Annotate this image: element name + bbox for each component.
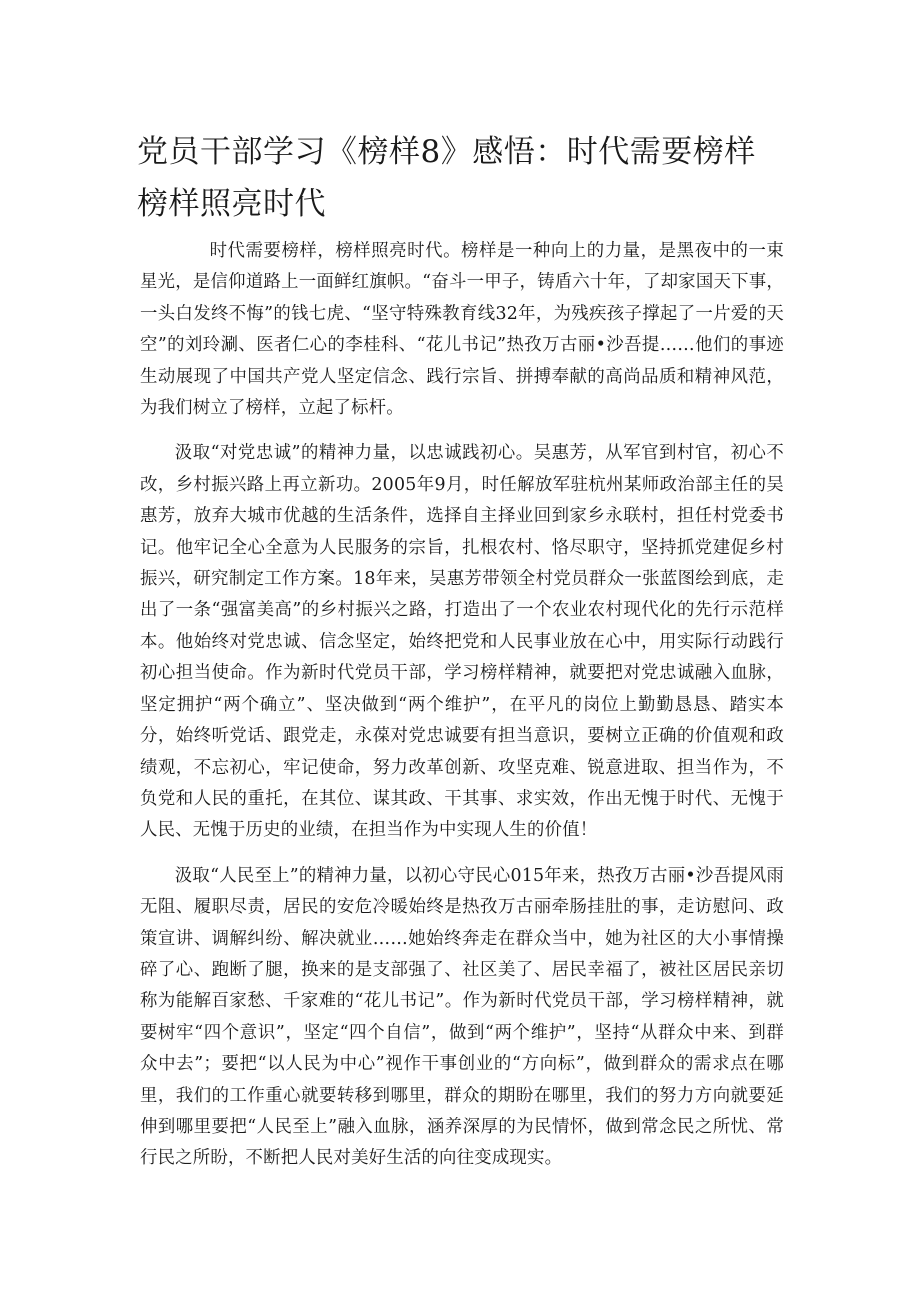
document-title: 党员干部学习《榜样8》感悟：时代需要榜样榜样照亮时代 (137, 134, 756, 222)
document-body (140, 236, 784, 1175)
paragraph-loyalty: 汲取“对党忠诚”的精神力量，以忠诚践初心。吴惠芳，从军官到村官，初心不改，乡村振兴路上再立新功。2005年9月，时任解放军驻杭州某师政治部主任的吴惠芳，放弃大城市优越的生活条件，选择自主择业回到家乡永联村，担任村党委书记。他牢记全心全意为人民服务的宗旨，扎根农村、恪尽职守，坚持抓党建促乡村振兴，研究制定工作方案。18年来，吴惠芳带领全村党员群众一张蓝图绘到底，走出了一条“强富美高”的乡村振兴之路，打造出了一个农业农村现代化的先行示范样本。他始终对党忠诚、信念坚定，始终把党和人民事业放在心中，用实际行动践行初心担当使命。作为新时代党员干部，学习榜样精神，就要把对党忠诚融入血脉，坚定拥护“两个确立”、坚决做到“两个维护”，在平凡的岗位上勤勤恳恳、踏实本分，始终听党话、跟党走，永葆对党忠诚要有担当意识，要树立正确的价值观和政绩观，不忘初心，牢记使命，努力改革创新、攻坚克难、锐意进取、担当作为，不负党和人民的重托，在其位、谋其政、干其事、求实效，作出无愧于时代、无愧于人民、无愧于历史的业绩，在担当作为中实现人生的价值！ (140, 443, 784, 841)
paragraph-people-first: 汲取“人民至上”的精神力量，以初心守民心015年来，热孜万古丽•沙吾提风雨无阻、履职尽责，居民的安危冷暖始终是热孜万古丽牵肠挂肚的事，走访慰问、政策宣讲、调解纠纷、解决就业……她始终奔走在群众当中，她为社区的大小事情操碎了心、跑断了腿，换来的是支部强了、社区美了、居民幸福了，被社区居民亲切称为能解百家愁、千家难的“花儿书记”。作为新时代党员干部，学习榜样精神，就要树牢“四个意识”，坚定“四个自信”，做到“两个维护”，坚持“从群众中来、到群众中去”；要把“以人民为中心”视作干事创业的“方向标”，做到群众的需求点在哪里，我们的工作重心就要转移到哪里，群众的期盼在哪里，我们的努力方向就要延伸到哪里要把“人民至上”融入血脉，涵养深厚的为民情怀，做到常念民之所忧、常行民之所盼，不断把人民对美好生活的向往变成现实。 (140, 865, 784, 1169)
paragraph-intro: 时代需要榜样，榜样照亮时代。榜样是一种向上的力量，是黑夜中的一束星光，是信仰道路上一面鲜红旗帜。“奋斗一甲子，铸盾六十年，了却家国天下事，一头白发终不悔”的钱七虎、“坚守特殊教育线32年，为残疾孩子撑起了一片爱的天空”的刘玲涮、医者仁心的李桂科、“花儿书记”热孜万古丽•沙吾提……他们的事迹生动展现了中国共产党人坚定信念、践行宗旨、拼搏奉献的高尚品质和精神风范，为我们树立了榜样，立起了标杆。 (140, 241, 784, 419)
